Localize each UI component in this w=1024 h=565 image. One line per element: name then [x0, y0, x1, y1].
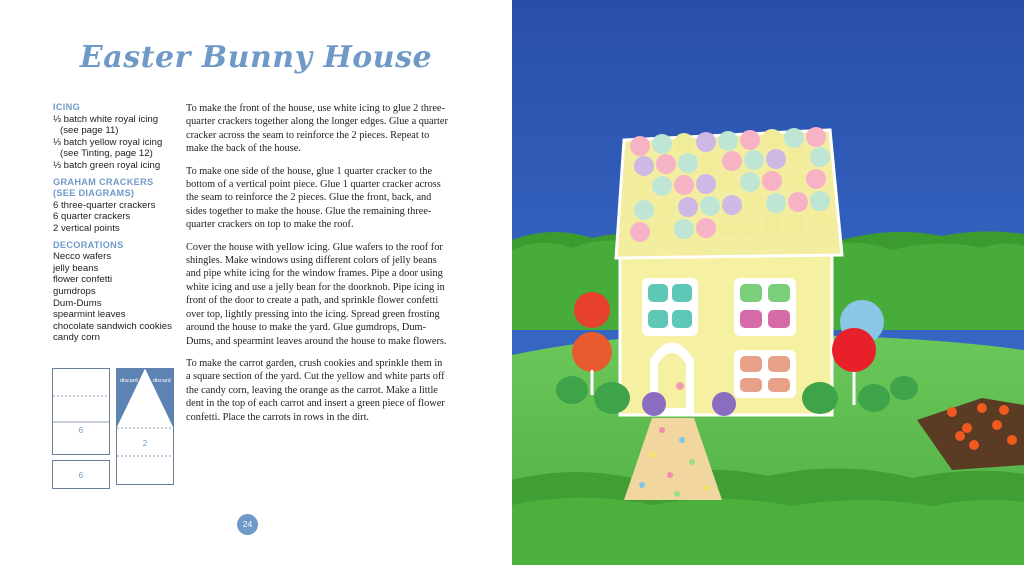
ingredient-heading: GRAHAM CRACKERS (SEE DIAGRAMS) [53, 176, 154, 199]
page-number: 24 [237, 514, 258, 535]
ingredient-section-icing [53, 102, 178, 172]
ingredient-item: jelly beans [53, 262, 99, 274]
ingredient-item: ⅓ batch green royal icing [53, 159, 161, 171]
ingredient-item: flower confetti [53, 274, 113, 286]
ingredient-item: chocolate sandwich cookies [53, 320, 172, 332]
ingredient-item: 6 three-quarter crackers [53, 199, 156, 211]
ingredient-heading: ICING [53, 102, 81, 112]
instructions [186, 102, 448, 433]
instruction-paragraph: To make the front of the house, use white icing to glue 2 three-quarter crackers together along the longer edges. Glue a quarter cracker across the seam to reinforce the 2 pieces. Repeat to make the back of the house. [186, 103, 448, 155]
ingredient-item: (see page 11) [60, 125, 119, 137]
ingredient-item: candy corn [53, 332, 100, 344]
diagram-label: 6 [78, 426, 84, 435]
instruction-paragraph: Cover the house with yellow icing. Glue wafers to the roof for shingles. Make windows using different colors of jelly beans and pipe white icing for the window frames. Pipe a door using white icing and use a jelly bean for the doorknob. Pipe icing in front of the door to create a path, and sprinkle flower confetti over top, lightly pressing into the icing. Spread green frosting around the house to make the yard. Glue gumdrops, Dum-Dums, and spearmint leaves around the house to make flowers. [186, 241, 447, 347]
ingredients-list [53, 102, 178, 349]
cracker-diagram-front [52, 368, 110, 490]
ingredient-item: gumdrops [53, 285, 96, 297]
cracker-diagram-point [116, 368, 174, 486]
gingerbread-house-illustration [512, 0, 1024, 565]
ingredient-item: spearmint leaves [53, 309, 126, 321]
roof-shingles [630, 127, 830, 242]
ingredient-item: ⅓ batch white royal icing [53, 113, 159, 125]
ingredient-item: 6 quarter crackers [53, 211, 131, 223]
instruction-paragraph: To make the carrot garden, crush cookies and sprinkle them in a square section of the yard. Cut the yellow and white parts off the candy corn, leaving the orange as the carrot. Make a little dent in the top of each carrot and insert a green piece of flower confetti. Place the carrots in rows in the dirt. [186, 357, 445, 423]
ingredient-section-crackers [53, 177, 178, 235]
ingredient-heading: DECORATIONS [53, 239, 124, 250]
instruction-paragraph: To make one side of the house, glue 1 quarter cracker to the bottom of a vertical point piece. Glue 1 quarter cracker across the seam to reinforce the 2 pieces. Glue the front, back, and sides together to make the house. Glue the remaining three-quarter crackers on top to make the roof. [186, 165, 441, 231]
ingredient-item: Necco wafers [53, 251, 112, 263]
ingredient-item: Dum-Dums [53, 297, 102, 309]
discard-label: discard [153, 378, 171, 384]
recipe-title: Easter Bunny House [79, 40, 433, 75]
ingredient-item: (see Tinting, page 12) [60, 148, 153, 160]
diagram-label: 6 [78, 471, 84, 480]
ingredient-item: 2 vertical points [53, 222, 120, 234]
diagram-label: 2 [142, 439, 148, 448]
house-photo [512, 0, 1024, 565]
discard-label: discard [120, 378, 138, 384]
ingredient-section-decorations [53, 240, 178, 344]
ingredient-item: ⅓ batch yellow royal icing [53, 136, 163, 148]
